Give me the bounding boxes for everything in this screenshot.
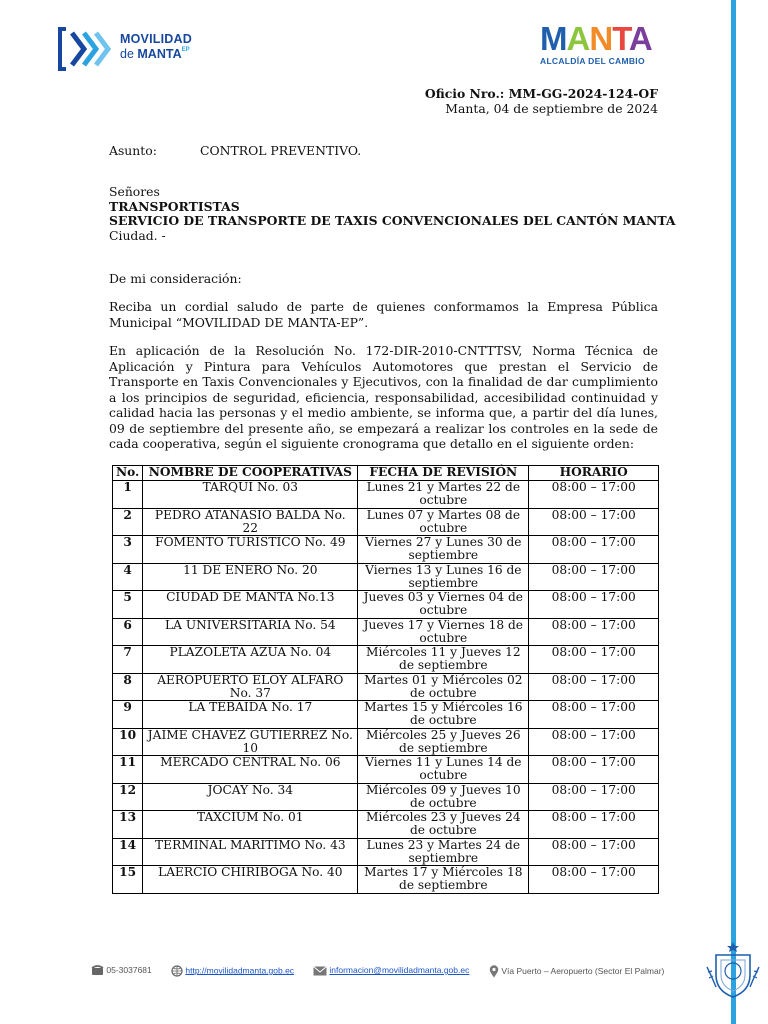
schedule-hours: 08:00 – 17:00 xyxy=(529,783,659,811)
schedule-hours: 08:00 – 17:00 xyxy=(529,618,659,646)
table-row xyxy=(113,701,659,729)
table-row xyxy=(113,646,659,674)
review-date: Viernes 27 y Lunes 30 de septiembre xyxy=(358,536,529,564)
recipient-salutation: Señores xyxy=(109,184,160,199)
review-date: Viernes 11 y Lunes 14 de octubre xyxy=(358,756,529,784)
schedule-hours: 08:00 – 17:00 xyxy=(529,866,659,894)
table-row xyxy=(113,618,659,646)
table-row xyxy=(113,811,659,839)
review-date: Jueves 03 y Viernes 04 de octubre xyxy=(358,591,529,619)
review-date: Lunes 07 y Martes 08 de octubre xyxy=(358,508,529,536)
mail-icon xyxy=(313,966,327,976)
recipient-line1: TRANSPORTISTAS xyxy=(109,198,240,214)
table-row xyxy=(113,783,659,811)
schedule-hours: 08:00 – 17:00 xyxy=(529,591,659,619)
cooperative-name: JAIME CHAVEZ GUTIERREZ No. 10 xyxy=(143,728,358,756)
cooperative-name: CIUDAD DE MANTA No.13 xyxy=(143,591,358,619)
cooperative-name: TERMINAL MARITIMO No. 43 xyxy=(143,838,358,866)
schedule-table xyxy=(112,465,659,894)
row-number: 15 xyxy=(113,866,143,894)
manta-wordmark: MANTA xyxy=(540,20,652,57)
table-row xyxy=(113,728,659,756)
table-body xyxy=(113,481,659,894)
review-date: Miércoles 23 y Jueves 24 de octubre xyxy=(358,811,529,839)
header-fecha: FECHA DE REVISIÓN xyxy=(358,466,529,481)
paragraph-saludo: Reciba un cordial saludo de parte de quienes conformamos la Empresa Pública Municipal “MOVILIDAD DE MANTA-EP”. xyxy=(109,299,658,330)
cooperative-name: MERCADO CENTRAL No. 06 xyxy=(143,756,358,784)
recipient-line2: SERVICIO DE TRANSPORTE DE TAXIS CONVENCIONALES DEL CANTÓN MANTA xyxy=(109,213,676,229)
schedule-hours: 08:00 – 17:00 xyxy=(529,563,659,591)
recipient-block xyxy=(109,185,675,243)
table-row xyxy=(113,866,659,894)
table-row xyxy=(113,536,659,564)
cooperative-name: JOCAY No. 34 xyxy=(143,783,358,811)
location-pin-icon xyxy=(489,965,499,978)
row-number: 4 xyxy=(113,563,143,591)
oficio-number: Oficio Nro.: MM-GG-2024-124-OF xyxy=(424,86,658,101)
schedule-hours: 08:00 – 17:00 xyxy=(529,701,659,729)
paragraph-aplicacion: En aplicación de la Resolución No. 172-DIR-2010-CNTTTSV, Norma Técnica de Aplicación y Pintura para Vehículos Automotores que prestan el Servicio de Transporte en Taxis Convencionales y Ejecutivos, con la finalidad de dar cumplimiento a los principios de seguridad, eficiencia, responsabilidad, accesibilidad continuidad y calidad hacia las personas y el medio ambiente, se informa que, a partir del día lunes, 09 de septiembre del presente año, se empezará a realizar los controles en la sede de cada cooperativa, según el siguiente cronograma que detallo en el siguiente orden: xyxy=(109,343,658,451)
header-no: No. xyxy=(113,466,143,481)
table-row xyxy=(113,481,659,509)
table-row xyxy=(113,508,659,536)
phone-icon xyxy=(91,965,104,976)
footer-email[interactable]: informacion@movilidadmanta.gob.ec xyxy=(313,965,469,976)
row-number: 5 xyxy=(113,591,143,619)
movilidad-manta-logo xyxy=(58,26,218,72)
cooperative-name: PEDRO ATANASIO BALDA No. 22 xyxy=(143,508,358,536)
review-date: Lunes 21 y Martes 22 de octubre xyxy=(358,481,529,509)
review-date: Viernes 13 y Lunes 16 de septiembre xyxy=(358,563,529,591)
row-number: 12 xyxy=(113,783,143,811)
asunto-value: CONTROL PREVENTIVO. xyxy=(200,143,362,158)
row-number: 8 xyxy=(113,673,143,701)
logo-chevrons-icon xyxy=(58,26,116,72)
cooperative-name: LAERCIO CHIRIBOGA No. 40 xyxy=(143,866,358,894)
asunto-label: Asunto: xyxy=(109,143,157,158)
schedule-hours: 08:00 – 17:00 xyxy=(529,508,659,536)
table-row xyxy=(113,838,659,866)
row-number: 9 xyxy=(113,701,143,729)
row-number: 7 xyxy=(113,646,143,674)
schedule-hours: 08:00 – 17:00 xyxy=(529,536,659,564)
footer-address: Vía Puerto – Aeropuerto (Sector El Palmar) xyxy=(489,965,664,978)
schedule-hours: 08:00 – 17:00 xyxy=(529,673,659,701)
row-number: 13 xyxy=(113,811,143,839)
row-number: 2 xyxy=(113,508,143,536)
schedule-hours: 08:00 – 17:00 xyxy=(529,728,659,756)
review-date: Miércoles 09 y Jueves 10 de octubre xyxy=(358,783,529,811)
logo-line1: MOVILIDAD xyxy=(120,32,192,46)
schedule-hours: 08:00 – 17:00 xyxy=(529,838,659,866)
table-row xyxy=(113,673,659,701)
table-row xyxy=(113,756,659,784)
table-row xyxy=(113,563,659,591)
row-number: 14 xyxy=(113,838,143,866)
cooperative-name: AEROPUERTO ELOY ALFARO No. 37 xyxy=(143,673,358,701)
row-number: 11 xyxy=(113,756,143,784)
schedule-hours: 08:00 – 17:00 xyxy=(529,646,659,674)
review-date: Jueves 17 y Viernes 18 de octubre xyxy=(358,618,529,646)
manta-alcaldia-logo xyxy=(538,20,662,70)
row-number: 6 xyxy=(113,618,143,646)
schedule-hours: 08:00 – 17:00 xyxy=(529,811,659,839)
right-accent-bar xyxy=(731,0,736,1024)
globe-icon xyxy=(171,965,183,977)
schedule-hours: 08:00 – 17:00 xyxy=(529,481,659,509)
table-header-row xyxy=(113,466,659,481)
recipient-city: Ciudad. - xyxy=(109,227,166,243)
cooperative-name: TAXCIUM No. 01 xyxy=(143,811,358,839)
cooperative-name: LA UNIVERSITARIA No. 54 xyxy=(143,618,358,646)
review-date: Martes 15 y Miércoles 16 de octubre xyxy=(358,701,529,729)
manta-coat-of-arms-icon xyxy=(704,941,762,999)
header-cooperativas: NOMBRE DE COOPERATIVAS xyxy=(143,466,358,481)
review-date: Martes 01 y Miércoles 02 de octubre xyxy=(358,673,529,701)
cooperative-name: PLAZOLETA AZUA No. 04 xyxy=(143,646,358,674)
review-date: Miércoles 25 y Jueves 26 de septiembre xyxy=(358,728,529,756)
asunto-line xyxy=(109,143,361,158)
footer-phone: 05-3037681 xyxy=(91,965,152,976)
cooperative-name: LA TEBAIDA No. 17 xyxy=(143,701,358,729)
paragraph-consideracion: De mi consideración: xyxy=(109,271,242,286)
cooperative-name: 11 DE ENERO No. 20 xyxy=(143,563,358,591)
logo-line2: de $MANTA^{EP}$ xyxy=(120,47,190,61)
manta-subtitle: ALCALDÍA DEL CAMBIO xyxy=(540,56,645,66)
cooperative-name: TARQUI No. 03 xyxy=(143,481,358,509)
row-number: 10 xyxy=(113,728,143,756)
header-horario: HORARIO xyxy=(529,466,659,481)
footer-web[interactable]: http://movilidadmanta.gob.ec xyxy=(171,965,294,977)
table-row xyxy=(113,591,659,619)
review-date: Martes 17 y Miércoles 18 de septiembre xyxy=(358,866,529,894)
schedule-hours: 08:00 – 17:00 xyxy=(529,756,659,784)
cooperative-name: FOMENTO TURISTICO No. 49 xyxy=(143,536,358,564)
document-date: Manta, 04 de septiembre de 2024 xyxy=(445,101,658,116)
review-date: Miércoles 11 y Jueves 12 de septiembre xyxy=(358,646,529,674)
row-number: 3 xyxy=(113,536,143,564)
row-number: 1 xyxy=(113,481,143,509)
review-date: Lunes 23 y Martes 24 de septiembre xyxy=(358,838,529,866)
